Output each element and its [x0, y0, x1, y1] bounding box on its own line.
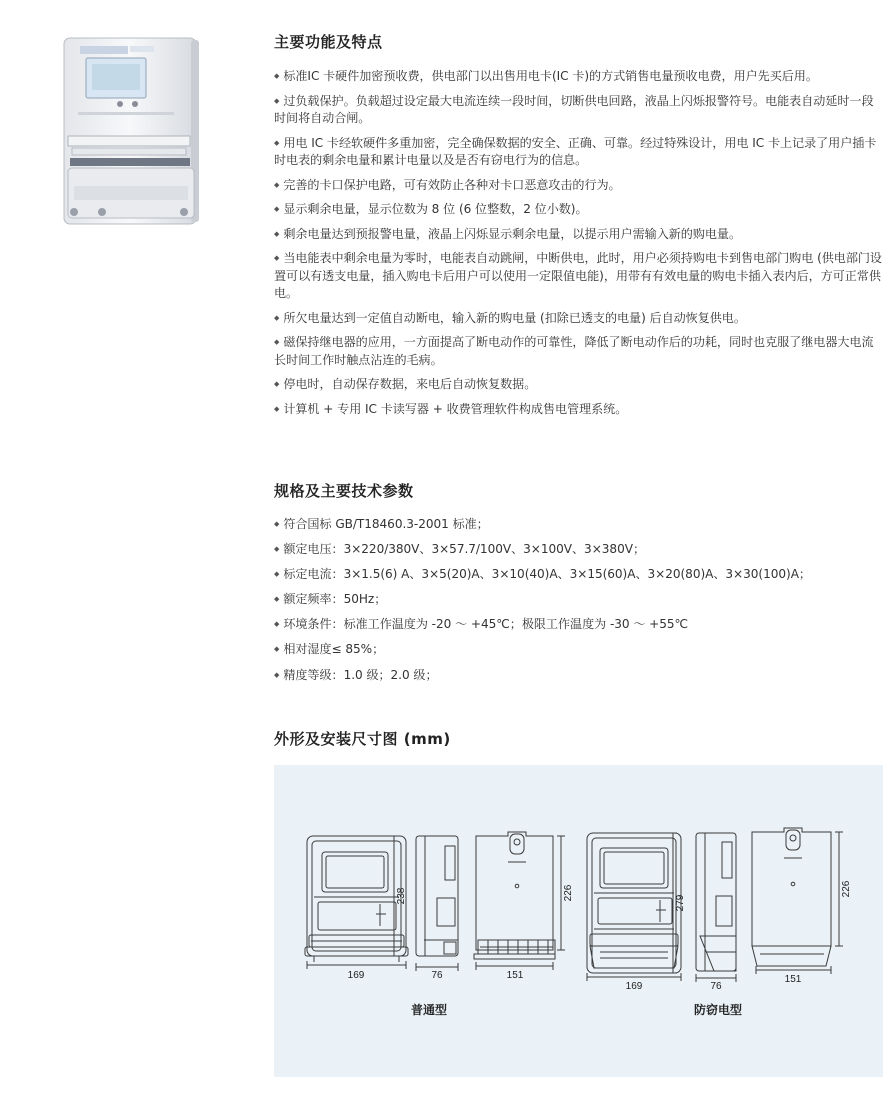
list-item: ◆ 过负载保护。负载超过设定最大电流连续一段时间，切断供电回路，液晶上闪烁报警符号。电能表自动延时一段时间将自动合闸。: [274, 93, 882, 128]
list-item: ◆ 标准IC 卡硬件加密预收费，供电部门以出售用电卡(IC 卡)的方式销售电量预收电费，用户先买后用。: [274, 68, 882, 86]
dim-label: 151: [506, 970, 524, 981]
specs-list: [274, 516, 882, 692]
normal-side-view: [416, 836, 458, 956]
dim-label: 169: [347, 970, 365, 981]
features-list: [274, 68, 882, 425]
list-item: ◆ 相对湿度≤ 85%；: [274, 641, 882, 659]
list-item: ◆ 环境条件：标准工作温度为 -20 ～ +45℃；极限工作温度为 -30 ～ +55℃: [274, 616, 882, 634]
caption-normal-type: 普通型: [411, 1003, 448, 1017]
product-image: [60, 36, 204, 232]
dim-label: 226: [841, 880, 852, 898]
dim-label: 169: [625, 981, 643, 992]
list-item: ◆ 当电能表中剩余电量为零时，电能表自动跳闸，中断供电，此时，用户必须持购电卡到售电部门购电 (供电部门设置可以有透支电量，插入购电卡后用户可以使用一定限值电能)，用带有有效电量的购电卡插入表内后，方可正常供电。: [274, 250, 882, 303]
list-item: ◆ 计算机 + 专用 IC 卡读写器 + 收费管理软件构成售电管理系统。: [274, 401, 882, 419]
list-item: ◆ 标定电流：3×1.5(6) A、3×5(20)A、3×10(40)A、3×15(60)A、3×20(80)A、3×30(100)A；: [274, 566, 882, 584]
dim-label: 279: [675, 894, 686, 912]
list-item: ◆ 额定电压：3×220/380V、3×57.7/100V、3×100V、3×380V；: [274, 541, 882, 559]
features-title: 主要功能及特点: [274, 33, 383, 51]
specs-title: 规格及主要技术参数: [274, 482, 414, 500]
list-item: ◆ 完善的卡口保护电路，可有效防止各种对卡口恶意攻击的行为。: [274, 177, 882, 195]
list-item: ◆ 剩余电量达到预报警电量，液晶上闪烁显示剩余电量，以提示用户需输入新的购电量。: [274, 226, 882, 244]
list-item: ◆ 精度等级：1.0 级；2.0 级；: [274, 667, 882, 685]
antitheft-front-view: [587, 833, 681, 973]
list-item: ◆ 符合国标 GB/T18460.3-2001 标准；: [274, 516, 882, 534]
antitheft-back-view: [752, 828, 831, 966]
antitheft-front-dimensions: [587, 833, 681, 981]
normal-back-view: [474, 832, 555, 959]
dimension-diagram: [274, 765, 883, 1077]
list-item: ◆ 用电 IC 卡经软硬件多重加密，完全确保数据的安全、正确、可靠。经过特殊设计，用电 IC 卡上记录了用户插卡时电表的剩余电量和累计电量以及是否有窃电行为的信息。: [274, 135, 882, 170]
dimension-drawings: [274, 765, 883, 1077]
dim-label: 226: [563, 884, 574, 902]
dim-label: 76: [710, 981, 722, 992]
list-item: ◆ 停电时，自动保存数据，来电后自动恢复数据。: [274, 376, 882, 394]
list-item: ◆ 显示剩余电量，显示位数为 8 位 (6 位整数，2 位小数)。: [274, 201, 882, 219]
caption-anti-theft-type: 防窃电型: [694, 1003, 743, 1017]
dim-label: 238: [396, 887, 407, 905]
dimensions-title: 外形及安装尺寸图 (mm): [274, 730, 451, 748]
list-item: ◆ 额定频率：50Hz；: [274, 591, 882, 609]
list-item: ◆ 磁保持继电器的应用，一方面提高了断电动作的可靠性，降低了断电动作后的功耗，同时也克服了继电器大电流长时间工作时触点沾连的毛病。: [274, 334, 882, 369]
list-item: ◆ 所欠电量达到一定值自动断电，输入新的购电量 (扣除已透支的电量) 后自动恢复供电。: [274, 310, 882, 328]
antitheft-back-dimensions: [756, 832, 843, 974]
antitheft-side-view: [696, 833, 736, 971]
dim-label: 76: [431, 970, 443, 981]
normal-front-view: [305, 836, 408, 962]
dim-label: 151: [784, 974, 802, 985]
